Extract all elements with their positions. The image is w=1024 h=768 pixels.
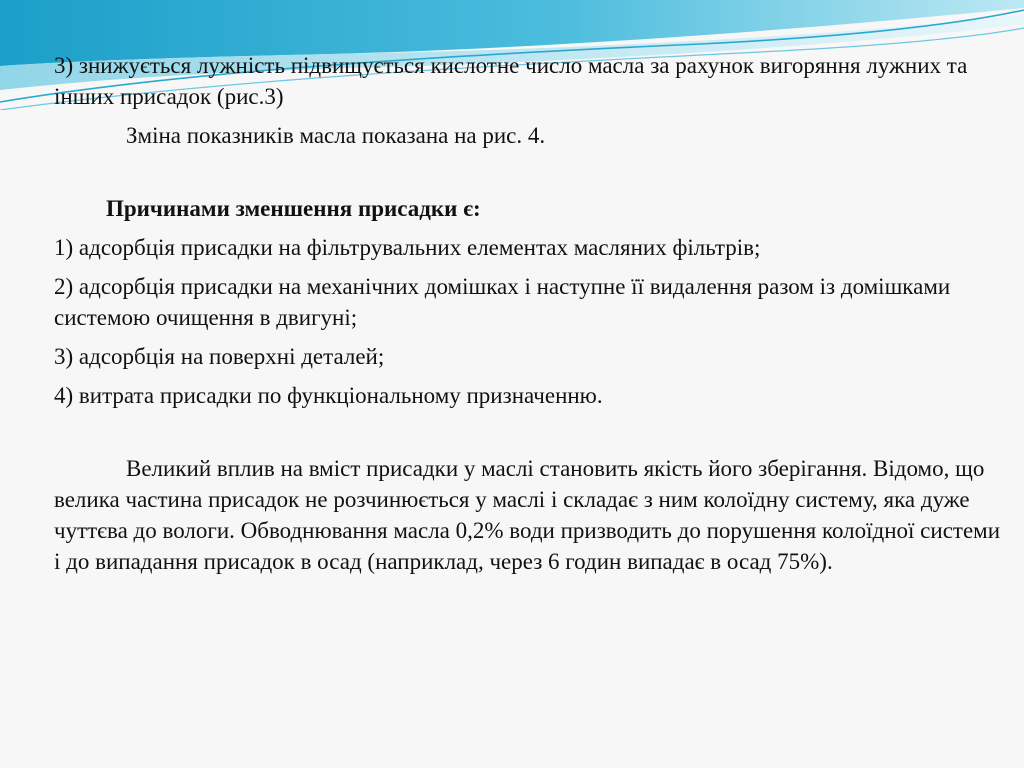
paragraph-storage: Великий вплив на вміст присадки у маслі становить якість його зберігання. Відомо, що велика частина присадок не розчинюється у маслі і складає з ним колоїдну систему, яка дуже чуттєва до вологи. Обводнювання масла 0,2% води призводить до порушення колоїдної системи і до випадання присадок в осад (наприклад, через 6 годин випадає в осад 75%). xyxy=(54,456,1001,574)
list-item-2: 2) адсорбція присадки на механічних домішках і наступне її видалення разом із домішками системою очищення в двигуні; xyxy=(54,274,951,330)
paragraph-alkalinity: 3) знижується лужність підвищується кислотне число масла за рахунок вигоряння лужних та інших присадок (рис.3) xyxy=(54,53,968,109)
heading-reasons: Причинами зменшення присадки є: xyxy=(106,196,481,221)
list-item-3: 3) адсорбція на поверхні деталей; xyxy=(54,344,385,369)
slide-content xyxy=(54,50,1004,577)
paragraph-oil-indicators: Зміна показників масла показана на рис. 4. xyxy=(126,123,546,148)
list-item-1: 1) адсорбція присадки на фільтрувальних елементах масляних фільтрів; xyxy=(54,235,761,260)
list-item-4: 4) витрата присадки по функціональному призначенню. xyxy=(54,383,603,408)
